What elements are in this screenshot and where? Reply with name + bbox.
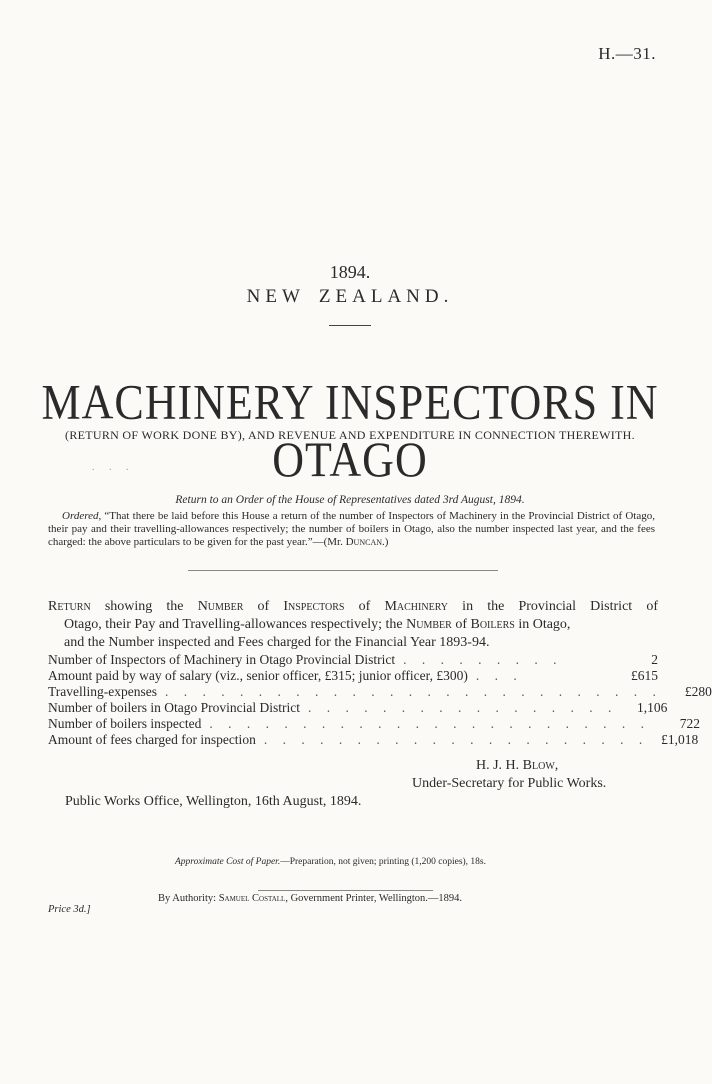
page-reference: H.—31. (598, 44, 656, 63)
row-value: 1,106 (636, 700, 668, 715)
country-word-zealand: ZEALAND. (318, 286, 454, 307)
sc-return: Return (48, 599, 91, 614)
table-row (48, 684, 712, 700)
signature-punct: , (554, 758, 559, 773)
row-leader: . . . . . . . . . . . . . . . . . (307, 700, 618, 715)
order-rule (188, 570, 498, 571)
price-note: Price 3d.] (48, 904, 91, 915)
sc-boilers: Boilers (470, 617, 515, 632)
row-label: Amount of fees charged for inspection (48, 732, 256, 747)
authority-rule (258, 890, 433, 891)
return-heading-line-3: and the Number inspected and Fees charged for the Financial Year 1893-94. (64, 635, 490, 650)
rh-t3: of (344, 599, 385, 614)
row-value: £615 (631, 668, 658, 683)
order-member: Duncan (345, 536, 382, 548)
cost-of-paper (175, 857, 486, 867)
rh-t6: of (451, 617, 471, 632)
return-table (48, 652, 712, 748)
row-value: £280 (684, 684, 712, 699)
signature-title: Under-Secretary for Public Works. (412, 776, 607, 791)
sc-number-2: Number (406, 617, 452, 632)
authority-prefix: By Authority: (158, 893, 219, 904)
table-row (48, 652, 658, 668)
authority-suffix: , Government Printer, Wellington.—1894. (285, 893, 463, 904)
row-label: Travelling-expenses (48, 684, 157, 699)
document-title: MACHINERY INSPECTORS IN OTAGO (41, 375, 659, 487)
stray-dots: . . . (92, 462, 135, 473)
sc-number: Number (197, 599, 244, 614)
signature-initials: H. J. H. (476, 758, 523, 773)
row-label: Number of boilers inspected (48, 716, 202, 731)
row-value: £1,018 (661, 732, 699, 747)
row-label: Number of Inspectors of Machinery in Otago Provincial District (48, 652, 396, 667)
country-word-new: NEW (246, 286, 305, 307)
return-heading (48, 598, 658, 652)
country-heading (0, 286, 700, 308)
cost-label: Approximate Cost of Paper. (175, 857, 281, 867)
table-row (48, 668, 658, 684)
row-leader: . . . . . . . . . (403, 652, 563, 667)
row-value: 722 (679, 716, 700, 731)
return-heading-line-1 (48, 598, 658, 616)
return-heading-line-2 (48, 616, 658, 634)
row-leader: . . . . . . . . . . . . . . . . . . . . . . . . . . . (164, 684, 662, 699)
table-row (48, 716, 700, 732)
ordered-word: Ordered, (62, 510, 102, 522)
row-leader: . . . . . . . . . . . . . . . . . . . . . (263, 732, 649, 747)
signature-surname: Blow (522, 758, 555, 773)
row-leader: . . . (475, 668, 523, 683)
row-label: Amount paid by way of salary (viz., senior officer, £315; junior officer, £300) (48, 668, 468, 683)
office-line: Public Works Office, Wellington, 16th August, 1894. (65, 794, 362, 809)
table-row (48, 732, 699, 748)
rh-t7: in Otago, (514, 617, 571, 632)
heading-rule (329, 325, 371, 326)
order-body: “That there be laid before this House a return of the number of Inspectors of Machinery in the Provincial District of Otago, their pay and their travelling-allowances respectively; the number of boilers in Otago, also the number inspected last year, and the fees charged: the above particulars to be given for the past year.”—(Mr. (48, 510, 655, 548)
rh-t1: showing the (90, 599, 198, 614)
row-leader: . . . . . . . . . . . . . . . . . . . . . . . . (209, 716, 650, 731)
row-value: 2 (651, 652, 658, 667)
sc-machinery: Machinery (384, 599, 449, 614)
document-subtitle: (RETURN OF WORK DONE BY), AND REVENUE AND EXPENDITURE IN CONNECTION THEREWITH. (65, 428, 635, 442)
table-row (48, 700, 668, 716)
signature-name (476, 758, 558, 774)
rh-t2: of (243, 599, 284, 614)
year-heading: 1894. (329, 262, 371, 282)
rh-t4: in the Provincial District of (448, 599, 658, 614)
sc-inspectors: Inspectors (283, 599, 345, 614)
rh-t5: Otago, their Pay and Travelling-allowances respectively; the (64, 617, 407, 632)
order-close: .) (382, 536, 389, 548)
row-label: Number of boilers in Otago Provincial District (48, 700, 300, 715)
printer-authority (158, 893, 462, 904)
authority-printer: Samuel Costall (218, 893, 286, 904)
order-reference: Return to an Order of the House of Representatives dated 3rd August, 1894. (175, 494, 525, 506)
order-paragraph (48, 510, 655, 549)
cost-text: —Preparation, not given; printing (1,200 copies), 18s. (280, 857, 487, 867)
